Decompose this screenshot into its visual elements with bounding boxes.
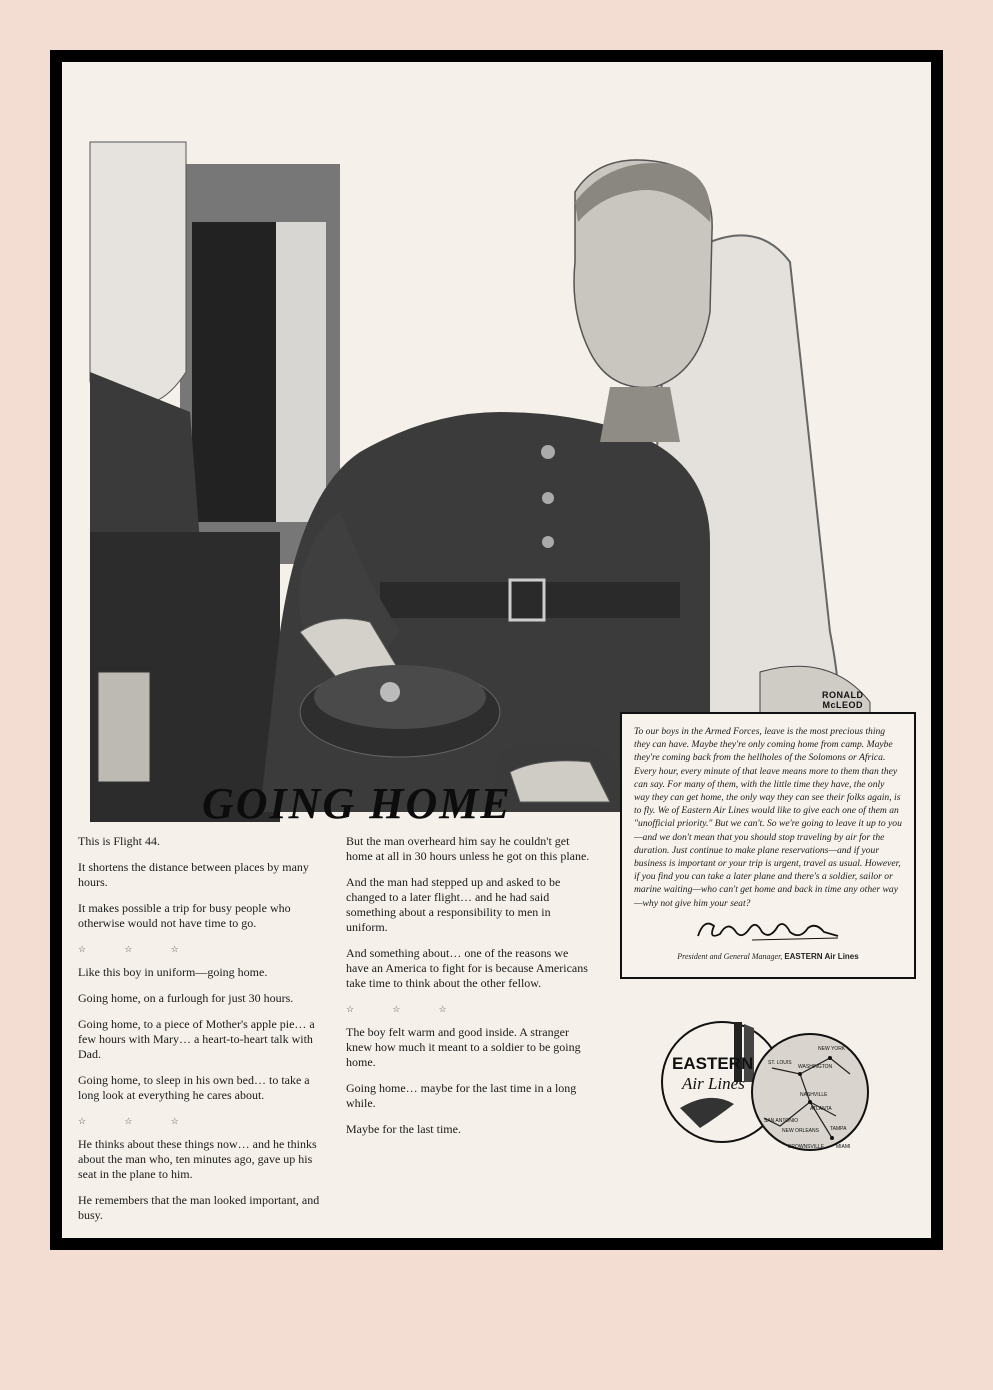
map-city-label: WASHINGTON xyxy=(798,1064,833,1070)
signatory-title xyxy=(622,952,914,961)
advertisement-page xyxy=(62,62,931,1238)
artist-signature-line1: RONALD xyxy=(822,690,864,700)
paragraph: He remembers that the man looked important, and busy. xyxy=(78,1193,320,1222)
map-city-label: NEW ORLEANS xyxy=(782,1128,819,1134)
paragraph: Going home, to sleep in his own bed… to take a long look at everything he cares about. xyxy=(78,1073,310,1102)
paragraph: And something about… one of the reasons we have an America to fight for is because Americans take time to think about the other fellow. xyxy=(346,946,588,990)
star-divider: ☆ ☆ ☆ xyxy=(346,1004,465,1014)
map-city-label: NEW YORK xyxy=(818,1046,846,1052)
star-divider: ☆ ☆ ☆ xyxy=(78,1116,197,1126)
paragraph: He thinks about these things now… and he thinks about the man who, ten minutes ago, gave up his seat in the plane to him. xyxy=(78,1137,317,1181)
collar xyxy=(600,387,680,442)
map-city-label: TAMPA xyxy=(830,1126,847,1132)
map-city-label: NASHVILLE xyxy=(800,1092,828,1098)
map-city-label: SAN ANTONIO xyxy=(764,1118,799,1124)
body-column-left xyxy=(78,834,324,1234)
belt xyxy=(380,582,680,618)
eastern-air-lines-logo xyxy=(660,998,872,1166)
map-city-label: MIAMI xyxy=(836,1144,851,1150)
artist-signature xyxy=(822,690,864,710)
logo-line1: EASTERN xyxy=(672,1054,754,1073)
map-city-label: ATLANTA xyxy=(810,1106,832,1112)
curtain xyxy=(90,142,186,404)
title-company: EASTERN Air Lines xyxy=(784,952,859,961)
paragraph: Maybe for the last time. xyxy=(346,1122,461,1136)
message-box xyxy=(620,712,916,979)
artist-signature-line2: McLEOD xyxy=(822,700,863,710)
paragraph: Like this boy in uniform—going home. xyxy=(78,965,268,979)
star-divider: ☆ ☆ ☆ xyxy=(78,944,197,954)
paragraph: Going home… maybe for the last time in a long while. xyxy=(346,1081,577,1110)
paragraph: It shortens the distance between places by many hours. xyxy=(78,860,309,889)
paragraph: Going home, on a furlough for just 30 hours. xyxy=(78,991,294,1005)
paragraph: The boy felt warm and good inside. A stranger knew how much it meant to a soldier to be going home. xyxy=(346,1025,581,1069)
headline: GOING HOME xyxy=(202,779,512,828)
window-glass xyxy=(192,222,276,522)
paragraph: But the man overheard him say he couldn't get home at all in 30 hours unless he got on this plane. xyxy=(346,834,590,863)
title-prefix: President and General Manager, xyxy=(677,952,783,961)
paragraph: Going home, to a piece of Mother's apple pie… a few hours with Mary… a heart-to-heart talk with Dad. xyxy=(78,1017,315,1061)
paragraph: And the man had stepped up and asked to be changed to a later flight… and he had said something about a responsibility to men in uniform. xyxy=(346,875,561,934)
body-column-right xyxy=(346,834,592,1148)
seat-pocket xyxy=(98,672,150,782)
paragraph: This is Flight 44. xyxy=(78,834,161,848)
rickenbacker-signature xyxy=(692,914,842,946)
message-text: To our boys in the Armed Forces, leave is the most precious thing they can have. Maybe they're only coming home from camp. Maybe they're coming back from the hellholes of the Solomons or Africa. Every hour, every minute of that leave means more to them than they can say. For many of them, with the little time they have, the only way they can get home, the only way they can see their folks again, is to fly. We of Eastern Air Lines would like to give each one of them an "unofficial priority." But we can't. So we're going to leave it up to you—and we don't mean that you should stop traveling by air for the duration. Just continue to make plane reservations—and if your business is important or your trip is urgent, travel as usual. However, if you find you can take a later plane and there's a soldier, sailor or marine waiting—who can't get home and back in time any other way—why not give him your seat? xyxy=(634,726,902,909)
logo-line2: Air Lines xyxy=(682,1074,745,1093)
map-city-label: BROWNSVILLE xyxy=(788,1144,825,1150)
map-city-label: ST. LOUIS xyxy=(768,1060,792,1066)
paragraph: It makes possible a trip for busy people who otherwise would not have time to go. xyxy=(78,901,291,930)
